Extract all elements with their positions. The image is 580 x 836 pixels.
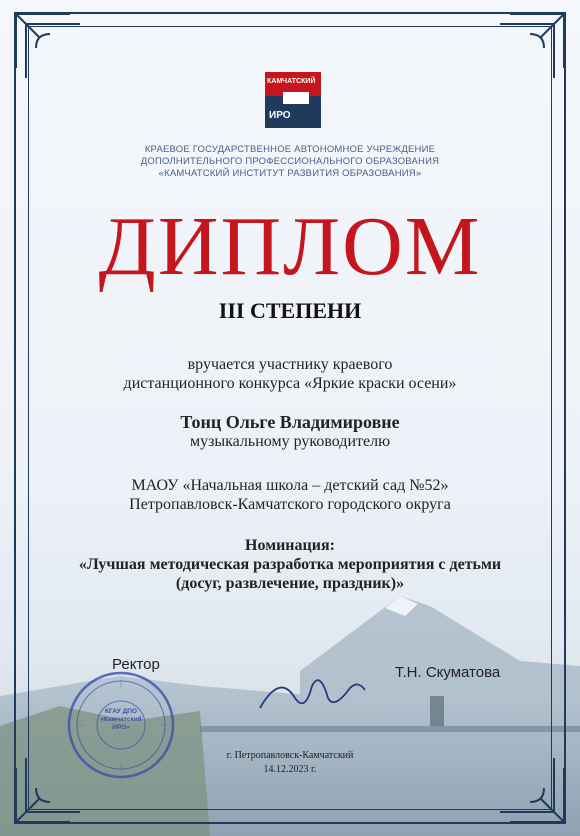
footer-city: г. Петропавловск-Камчатский <box>226 750 354 761</box>
organization-line-2: Петропавловск-Камчатского городского округа <box>129 496 451 513</box>
handwritten-signature <box>250 668 370 718</box>
logo-text-bottom: ИРО <box>269 110 291 121</box>
footer-date: 14.12.2023 г. <box>263 764 317 775</box>
organization-line-1: МАОУ «Начальная школа – детский сад №52» <box>131 477 449 494</box>
nomination-line-2: (досуг, развлечение, праздник)» <box>175 575 405 592</box>
signature-name: Т.Н. Скуматова <box>395 664 501 681</box>
nomination-label: Номинация: <box>245 537 335 554</box>
nomination-line-1: «Лучшая методическая разработка мероприятия с детьми <box>78 556 502 573</box>
corner-ornament-top-right <box>480 8 570 98</box>
diploma-title: ДИПЛОМ <box>98 200 482 293</box>
seal-center-text: КГАУ ДПО «Камчатский ИРО» <box>100 708 142 731</box>
iro-logo <box>265 72 321 128</box>
logo-text-top: КАМЧАТСКИЙ <box>267 78 316 85</box>
institution-line-1: КРАЕВОЕ ГОСУДАРСТВЕННОЕ АВТОНОМНОЕ УЧРЕЖДЕНИЕ <box>144 144 436 155</box>
institution-line-3: «КАМЧАТСКИЙ ИНСТИТУТ РАЗВИТИЯ ОБРАЗОВАНИЯ» <box>158 168 422 179</box>
signature-role: Ректор <box>112 656 160 673</box>
recipient-position: музыкальному руководителю <box>189 433 391 450</box>
awarded-line-2: дистанционного конкурса «Яркие краски осени» <box>123 375 457 392</box>
diploma-degree: III СТЕПЕНИ <box>218 298 362 323</box>
recipient-name: Тонц Ольге Владимировне <box>180 412 400 432</box>
corner-ornament-top-left <box>10 8 100 98</box>
institution-line-2: ДОПОЛНИТЕЛЬНОГО ПРОФЕССИОНАЛЬНОГО ОБРАЗОВАНИЯ <box>140 156 440 167</box>
awarded-line-1: вручается участнику краевого <box>187 356 393 373</box>
